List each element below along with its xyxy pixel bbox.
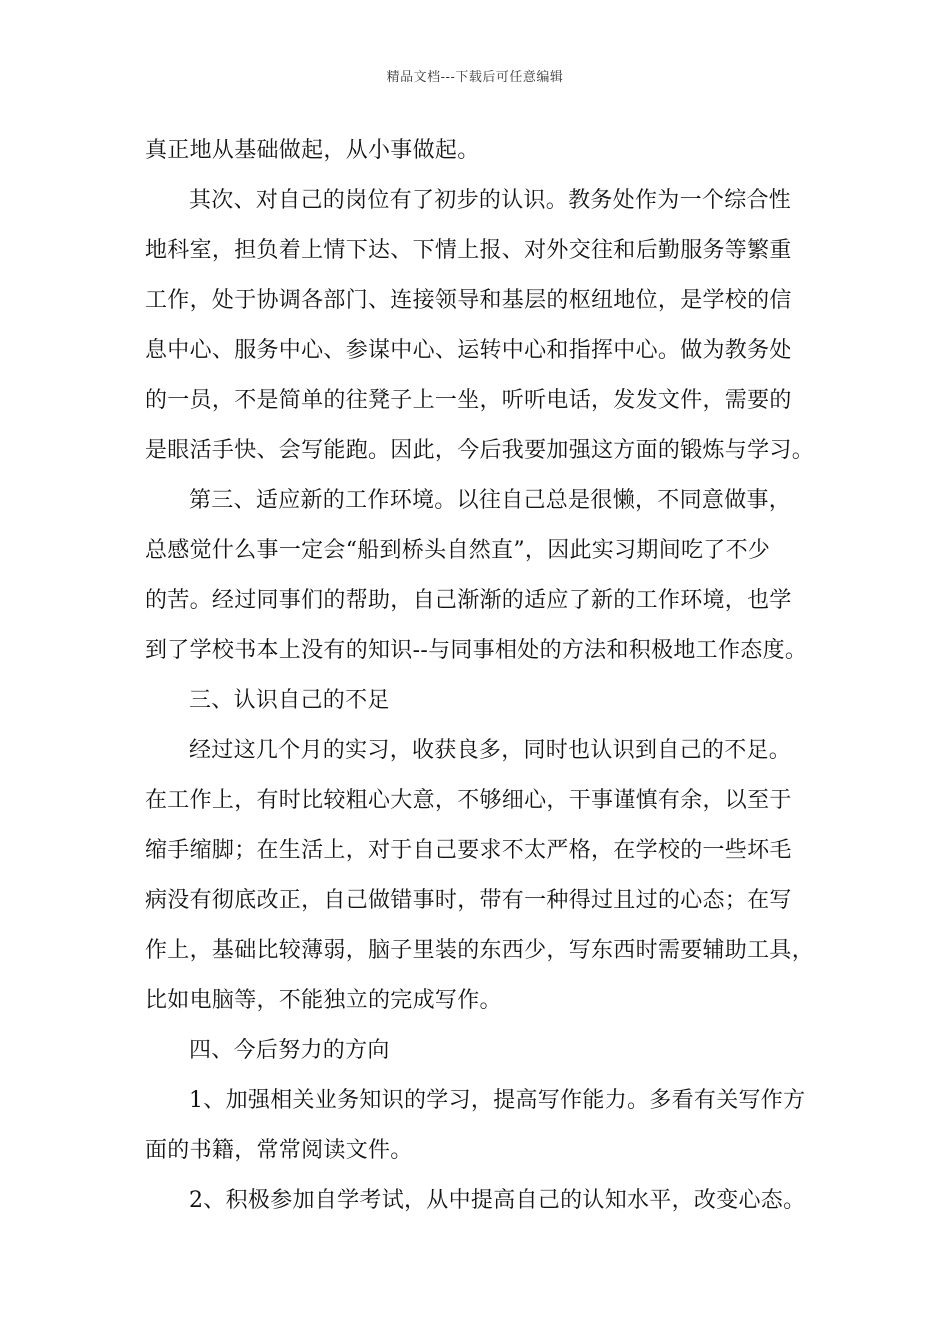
text-line: 2、积极参加自学考试，从中提高自己的认知水平，改变心态。 bbox=[189, 1188, 806, 1213]
section-heading: 三、认识自己的不足 bbox=[189, 688, 390, 713]
text-line: 到了学校书本上没有的知识--与同事相处的方法和积极地工作态度。 bbox=[145, 638, 808, 663]
text-line: 息中心、服务中心、参谋中心、运转中心和指挥中心。做为教务处 bbox=[145, 338, 792, 363]
section-heading: 四、今后努力的方向 bbox=[189, 1038, 390, 1063]
text-line: 第三、适应新的工作环境。以往自己总是很懒，不同意做事， bbox=[189, 488, 792, 513]
text-line: 总感觉什么事一定会“船到桥头自然直”，因此实习期间吃了不少 bbox=[145, 538, 771, 563]
text-line: 的一员，不是简单的往凳子上一坐，听听电话，发发文件，需要的 bbox=[145, 388, 792, 413]
text-line: 面的书籍，常常阅读文件。 bbox=[145, 1138, 413, 1163]
text-line: 病没有彻底改正，自己做错事时，带有一种得过且过的心态；在写 bbox=[145, 888, 792, 913]
text-line: 在工作上，有时比较粗心大意，不够细心，干事谨慎有余，以至于 bbox=[145, 788, 792, 813]
text-line: 其次、对自己的岗位有了初步的认识。教务处作为一个综合性 bbox=[189, 188, 792, 213]
text-line: 经过这几个月的实习，收获良多，同时也认识到自己的不足。 bbox=[189, 738, 792, 763]
document-body bbox=[145, 126, 825, 1226]
text-line: 1、加强相关业务知识的学习，提高写作能力。多看有关写作方 bbox=[189, 1088, 806, 1113]
text-line: 真正地从基础做起，从小事做起。 bbox=[145, 138, 480, 163]
text-line: 比如电脑等，不能独立的完成写作。 bbox=[145, 988, 502, 1013]
text-line: 作上，基础比较薄弱，脑子里装的东西少，写东西时需要辅助工具， bbox=[145, 938, 815, 963]
page-header: 精品文档---下载后可任意编辑 bbox=[386, 70, 564, 85]
text-line: 地科室，担负着上情下达、下情上报、对外交往和后勤服务等繁重 bbox=[145, 238, 792, 263]
text-line: 工作，处于协调各部门、连接领导和基层的枢纽地位，是学校的信 bbox=[145, 288, 792, 313]
text-line: 是眼活手快、会写能跑。因此，今后我要加强这方面的锻炼与学习。 bbox=[145, 438, 815, 463]
text-line: 的苦。经过同事们的帮助，自己渐渐的适应了新的工作环境，也学 bbox=[145, 588, 792, 613]
text-line: 缩手缩脚；在生活上，对于自己要求不太严格，在学校的一些坏毛 bbox=[145, 838, 792, 863]
